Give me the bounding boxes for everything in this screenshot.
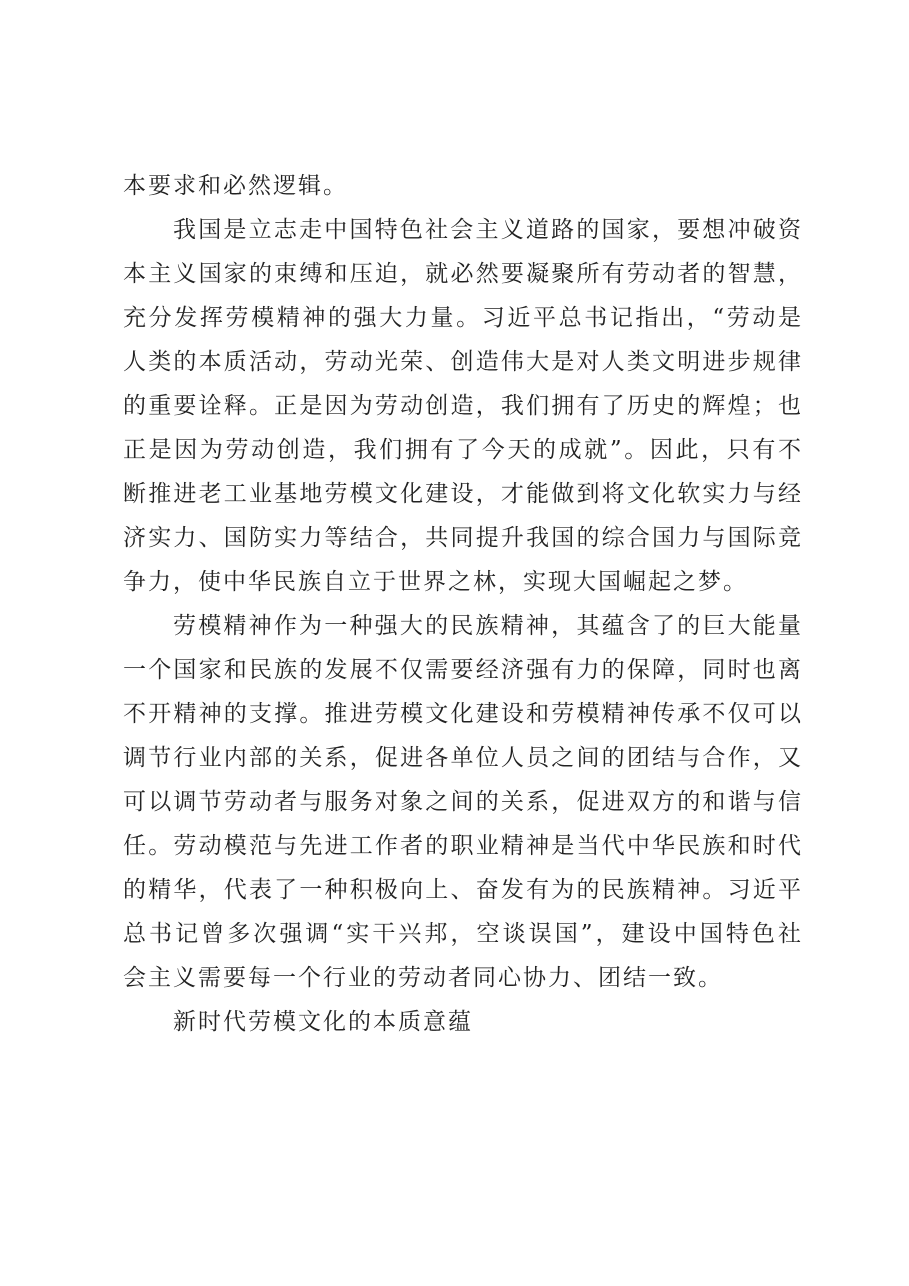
text-line: 正是因为劳动创造，我们拥有了今天的成就”。因此，只有不	[123, 437, 803, 463]
text-line: 可以调节劳动者与服务对象之间的关系，促进双方的和谐与信	[123, 789, 803, 815]
text-line: 的重要诠释。正是因为劳动创造，我们拥有了历史的辉煌；也	[123, 393, 803, 419]
text-line: 劳模精神作为一种强大的民族精神，其蕴含了的巨大能量	[173, 613, 803, 639]
text-line: 断推进老工业基地劳模文化建设，才能做到将文化软实力与经	[123, 481, 803, 507]
text-line: 济实力、国防实力等结合，共同提升我国的综合国力与国际竞	[123, 525, 803, 551]
text-line: 任。劳动模范与先进工作者的职业精神是当代中华民族和时代	[123, 833, 803, 859]
text-line: 本要求和必然逻辑。	[123, 173, 348, 199]
text-line: 的精华，代表了一种积极向上、奋发有为的民族精神。习近平	[123, 877, 803, 903]
section-heading: 新时代劳模文化的本质意蕴	[173, 1009, 473, 1035]
text-line: 充分发挥劳模精神的强大力量。习近平总书记指出，“劳动是	[123, 305, 803, 331]
text-line: 一个国家和民族的发展不仅需要经济强有力的保障，同时也离	[123, 657, 803, 683]
text-line: 人类的本质活动，劳动光荣、创造伟大是对人类文明进步规律	[123, 349, 803, 375]
text-line: 不开精神的支撑。推进劳模文化建设和劳模精神传承不仅可以	[123, 701, 803, 727]
text-line: 调节行业内部的关系，促进各单位人员之间的团结与合作，又	[123, 745, 803, 771]
text-line: 总书记曾多次强调“实干兴邦，空谈误国”，建设中国特色社	[123, 921, 803, 947]
document-body	[123, 164, 803, 1044]
text-line: 争力，使中华民族自立于世界之林，实现大国崛起之梦。	[123, 569, 748, 595]
text-line: 我国是立志走中国特色社会主义道路的国家，要想冲破资	[173, 217, 803, 243]
text-line: 本主义国家的束缚和压迫，就必然要凝聚所有劳动者的智慧，	[123, 261, 803, 287]
text-line: 会主义需要每一个行业的劳动者同心协力、团结一致。	[123, 965, 723, 991]
